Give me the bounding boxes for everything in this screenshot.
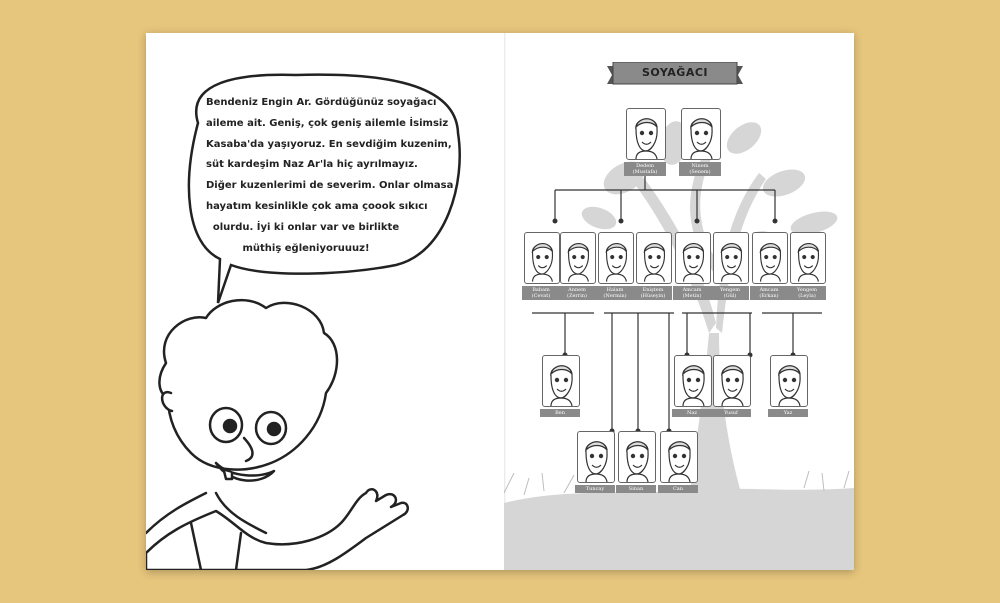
family-member-card — [660, 431, 696, 503]
family-member-card — [542, 355, 578, 427]
member-relation: Annem — [568, 287, 586, 293]
member-relation: Yusuf — [724, 410, 738, 416]
member-name: (Cevat) — [531, 293, 551, 299]
speech-line: Diğer kuzenlerimi de severim. Onlar olmasa — [206, 180, 454, 192]
member-relation: Babam — [532, 287, 550, 293]
member-relation: Yaz — [783, 410, 793, 416]
member-name-label — [788, 286, 826, 300]
member-relation: Yengem — [720, 287, 740, 293]
speech-line: hayatım kesinlikle çok ama çoook sıkıcı — [206, 200, 428, 212]
member-relation: Naz — [687, 410, 697, 416]
speech-line: süt kardeşim Naz Ar'la hiç ayrılmayız. — [206, 159, 418, 171]
speech-line: Kasaba'da yaşıyoruz. En sevdiğim kuzenim, — [206, 138, 452, 150]
member-name-label — [522, 286, 560, 300]
member-name-label — [616, 485, 656, 493]
member-name-label — [658, 485, 698, 493]
member-relation: Can — [672, 486, 684, 492]
member-name-label — [540, 409, 580, 417]
family-member-card — [626, 108, 664, 180]
member-name: (Leyla) — [798, 293, 816, 299]
member-name-label — [750, 286, 788, 300]
member-name-label — [624, 162, 666, 176]
speech-text — [206, 93, 454, 259]
member-name: (Mustafa) — [632, 169, 658, 175]
member-relation: Amcam — [759, 287, 779, 293]
portrait-drawing — [660, 431, 698, 483]
member-relation: Tuncay — [585, 486, 605, 492]
member-name: (Hüseyin) — [640, 293, 666, 299]
member-relation: Yengem — [797, 287, 817, 293]
member-name: (Metin) — [682, 293, 702, 299]
portrait-drawing — [752, 232, 788, 284]
portrait-drawing — [560, 232, 596, 284]
family-member-card — [618, 431, 654, 503]
family-member-card — [598, 232, 632, 304]
member-name-label — [575, 485, 615, 493]
member-name: (Zerrin) — [567, 293, 587, 299]
book-spread — [146, 33, 854, 570]
member-name-label — [558, 286, 596, 300]
portrait-drawing — [636, 232, 672, 284]
member-name-label — [711, 286, 749, 300]
family-member-card — [560, 232, 594, 304]
portrait-drawing — [675, 232, 711, 284]
family-member-card — [577, 431, 613, 503]
speech-line: aileme ait. Geniş, çok geniş ailemle İsimsiz — [206, 117, 449, 129]
member-name-label — [768, 409, 808, 417]
member-relation: Amcam — [682, 287, 702, 293]
family-member-card — [770, 355, 806, 427]
left-page — [146, 33, 504, 570]
member-relation: Ben — [555, 410, 565, 416]
member-name-label — [679, 162, 721, 176]
speech-line: olurdu. İyi ki onlar var ve birlikte — [212, 221, 400, 233]
portrait-drawing — [790, 232, 826, 284]
portrait-drawing — [674, 355, 712, 407]
speech-line: Bendeniz Engin Ar. Gördüğünüz soyağacı — [206, 97, 437, 108]
family-member-card — [713, 232, 747, 304]
portrait-drawing — [618, 431, 656, 483]
member-name-label — [634, 286, 672, 300]
portrait-drawing — [542, 355, 580, 407]
family-member-card — [524, 232, 558, 304]
family-member-card — [681, 108, 719, 180]
right-page — [504, 33, 854, 570]
portrait-drawing — [770, 355, 808, 407]
family-member-card — [790, 232, 824, 304]
member-name: (Gül) — [723, 293, 737, 299]
member-name: (Senem) — [689, 169, 711, 175]
portrait-drawing — [713, 232, 749, 284]
portrait-drawing — [713, 355, 751, 407]
member-name-label — [711, 409, 751, 417]
member-relation: Ninem — [691, 163, 709, 169]
member-relation: Sinan — [628, 486, 644, 492]
family-member-card — [752, 232, 786, 304]
boy-illustration — [146, 300, 408, 570]
member-relation: Halam — [606, 287, 624, 293]
speech-line: müthiş eğleniyoruuuz! — [242, 242, 370, 254]
family-tree-banner — [607, 62, 743, 88]
member-name-label — [596, 286, 634, 300]
family-member-card — [636, 232, 670, 304]
family-member-card — [713, 355, 749, 427]
member-relation: Eniştem — [642, 287, 664, 293]
portrait-drawing — [524, 232, 560, 284]
member-name: (Nermin) — [603, 293, 627, 299]
portrait-drawing — [577, 431, 615, 483]
banner-title: SOYAĞACI — [641, 66, 708, 79]
portrait-drawing — [626, 108, 666, 160]
member-name-label — [673, 286, 711, 300]
member-name-label — [672, 409, 712, 417]
family-member-card — [674, 355, 710, 427]
member-name: (Erkan) — [759, 293, 779, 299]
member-relation: Dedem — [636, 163, 654, 169]
portrait-drawing — [681, 108, 721, 160]
portrait-drawing — [598, 232, 634, 284]
family-member-card — [675, 232, 709, 304]
